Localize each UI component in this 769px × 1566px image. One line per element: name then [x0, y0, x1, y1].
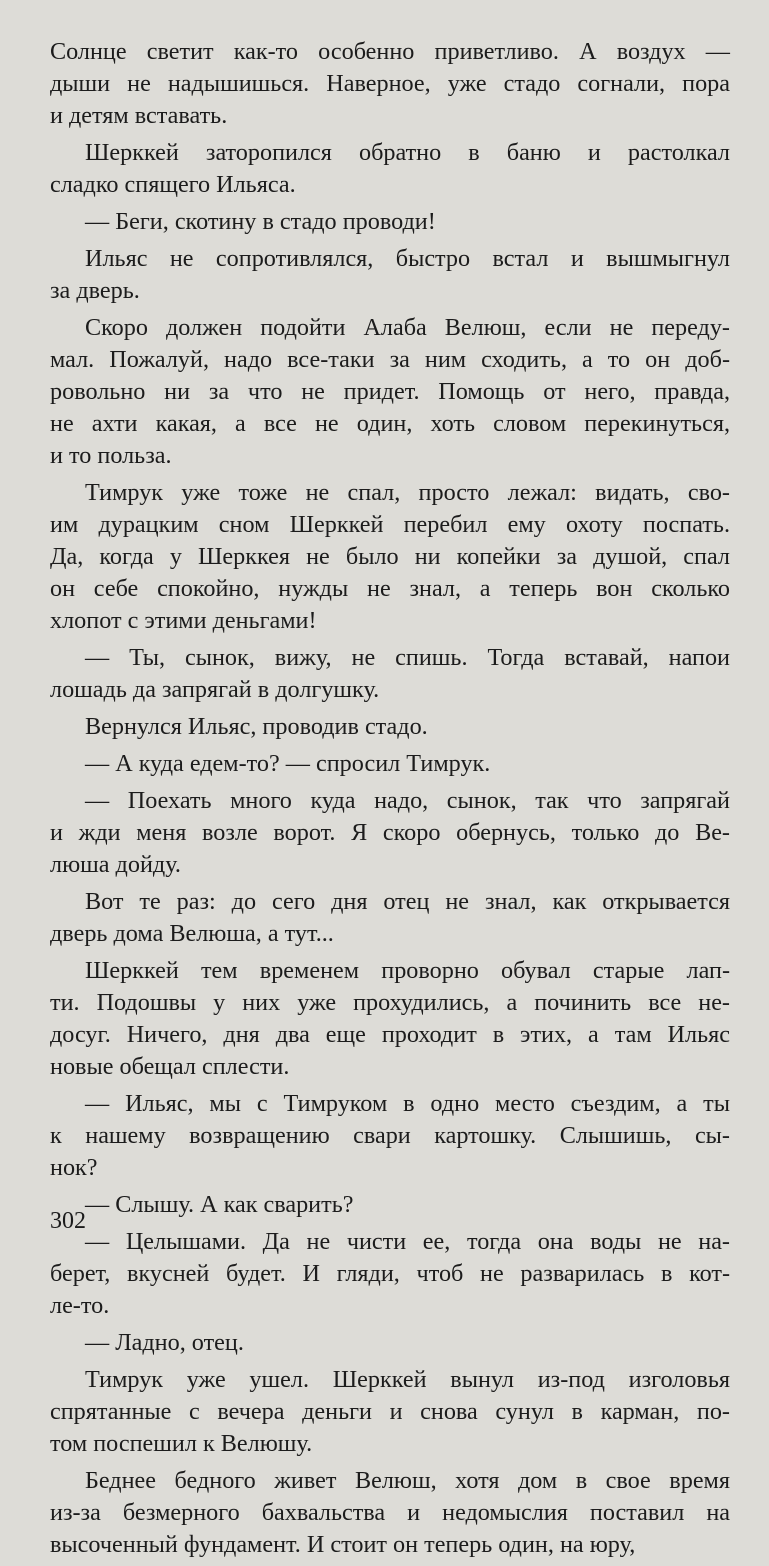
text-line: люша дойду. — [50, 851, 181, 878]
text-line: — Беги, скотину в стадо проводи! — [85, 208, 436, 235]
paragraph — [50, 206, 730, 238]
paragraph — [50, 1364, 730, 1460]
text-line: спрятанные с вечера деньги и снова сунул в карман, по- — [50, 1398, 730, 1425]
text-line: им дурацким сном Шерккей перебил ему охоту поспать. — [50, 511, 730, 538]
paragraph — [50, 1189, 730, 1221]
text-line: мал. Пожалуй, надо все-таки за ним сходить, а то он доб- — [50, 346, 730, 373]
page-number: 302 — [50, 1208, 86, 1234]
text-line: — Слышу. А как сварить? — [85, 1191, 354, 1218]
text-line: ти. Подошвы у них уже прохудились, а починить все не- — [50, 989, 730, 1016]
text-line: дверь дома Велюша, а тут... — [50, 920, 334, 947]
text-line: дыши не надышишься. Наверное, уже стадо согнали, пора — [50, 70, 730, 97]
text-line: Беднее бедного живет Велюш, хотя дом в свое время — [85, 1467, 730, 1494]
text-line: новые обещал сплести. — [50, 1053, 290, 1080]
text-line: ле-то. — [50, 1292, 110, 1319]
text-line: ровольно ни за что не придет. Помощь от него, правда, — [50, 378, 730, 405]
text-line: Тимрук уже ушел. Шерккей вынул из-под изголовья — [85, 1366, 730, 1393]
text-line: Солнце светит как-то особенно приветливо. А воздух — — [50, 38, 730, 65]
paragraph — [50, 785, 730, 881]
paragraph — [50, 955, 730, 1083]
text-line: Ильяс не сопротивлялся, быстро встал и вышмыгнул — [85, 245, 730, 272]
text-line: за дверь. — [50, 277, 140, 304]
text-line: сладко спящего Ильяса. — [50, 171, 296, 198]
text-line: берет, вкусней будет. И гляди, чтоб не разварилась в кот- — [50, 1260, 730, 1287]
text-line: — Ильяс, мы с Тимруком в одно место съездим, а ты — [85, 1090, 730, 1117]
paragraph — [50, 36, 730, 132]
text-line: Да, когда у Шерккея не было ни копейки за душой, спал — [50, 543, 730, 570]
text-line: не ахти какая, а все не один, хоть словом перекинуться, — [50, 410, 730, 437]
text-line: нок? — [50, 1154, 98, 1181]
text-line: и жди меня возле ворот. Я скоро обернусь, только до Ве- — [50, 819, 730, 846]
text-line: он себе спокойно, нужды не знал, а теперь вон сколько — [50, 575, 730, 602]
text-line: лошадь да запрягай в долгушку. — [50, 676, 380, 703]
text-line: Вот те раз: до сего дня отец не знал, как открывается — [85, 888, 730, 915]
paragraph — [50, 886, 730, 950]
paragraph — [50, 642, 730, 706]
text-line: Шерккей заторопился обратно в баню и растолкал — [85, 139, 730, 166]
paragraph — [50, 1226, 730, 1322]
text-line: и детям вставать. — [50, 102, 228, 129]
paragraph — [50, 1327, 730, 1359]
text-line: к нашему возвращению свари картошку. Слышишь, сы- — [50, 1122, 730, 1149]
text-line: том поспешил к Велюшу. — [50, 1430, 313, 1457]
paragraph — [50, 748, 730, 780]
text-line: и то польза. — [50, 442, 172, 469]
paragraph — [50, 137, 730, 201]
paragraph — [50, 312, 730, 472]
text-line: досуг. Ничего, дня два еще проходит в этих, а там Ильяс — [50, 1021, 730, 1048]
text-line: Тимрук уже тоже не спал, просто лежал: видать, сво- — [85, 479, 730, 506]
paragraph — [50, 477, 730, 637]
text-line: из-за безмерного бахвальства и недомыслия поставил на — [50, 1499, 730, 1526]
paragraph — [50, 1088, 730, 1184]
paragraph — [50, 1465, 730, 1561]
text-line: высоченный фундамент. И стоит он теперь один, на юру, — [50, 1531, 636, 1558]
text-line: — А куда едем-то? — спросил Тимрук. — [85, 750, 491, 777]
text-line: Скоро должен подойти Алаба Велюш, если не переду- — [85, 314, 730, 341]
page-body — [50, 36, 730, 1566]
text-line: — Ты, сынок, вижу, не спишь. Тогда вставай, напои — [85, 644, 730, 671]
text-line: хлопот с этими деньгами! — [50, 607, 317, 634]
text-line: Шерккей тем временем проворно обувал старые лап- — [85, 957, 730, 984]
paragraph — [50, 711, 730, 743]
paragraph — [50, 243, 730, 307]
text-line: — Ладно, отец. — [85, 1329, 244, 1356]
text-line: Вернулся Ильяс, проводив стадо. — [85, 713, 428, 740]
text-line: — Поехать много куда надо, сынок, так что запрягай — [85, 787, 730, 814]
text-line: — Целышами. Да не чисти ее, тогда она воды не на- — [85, 1228, 730, 1255]
